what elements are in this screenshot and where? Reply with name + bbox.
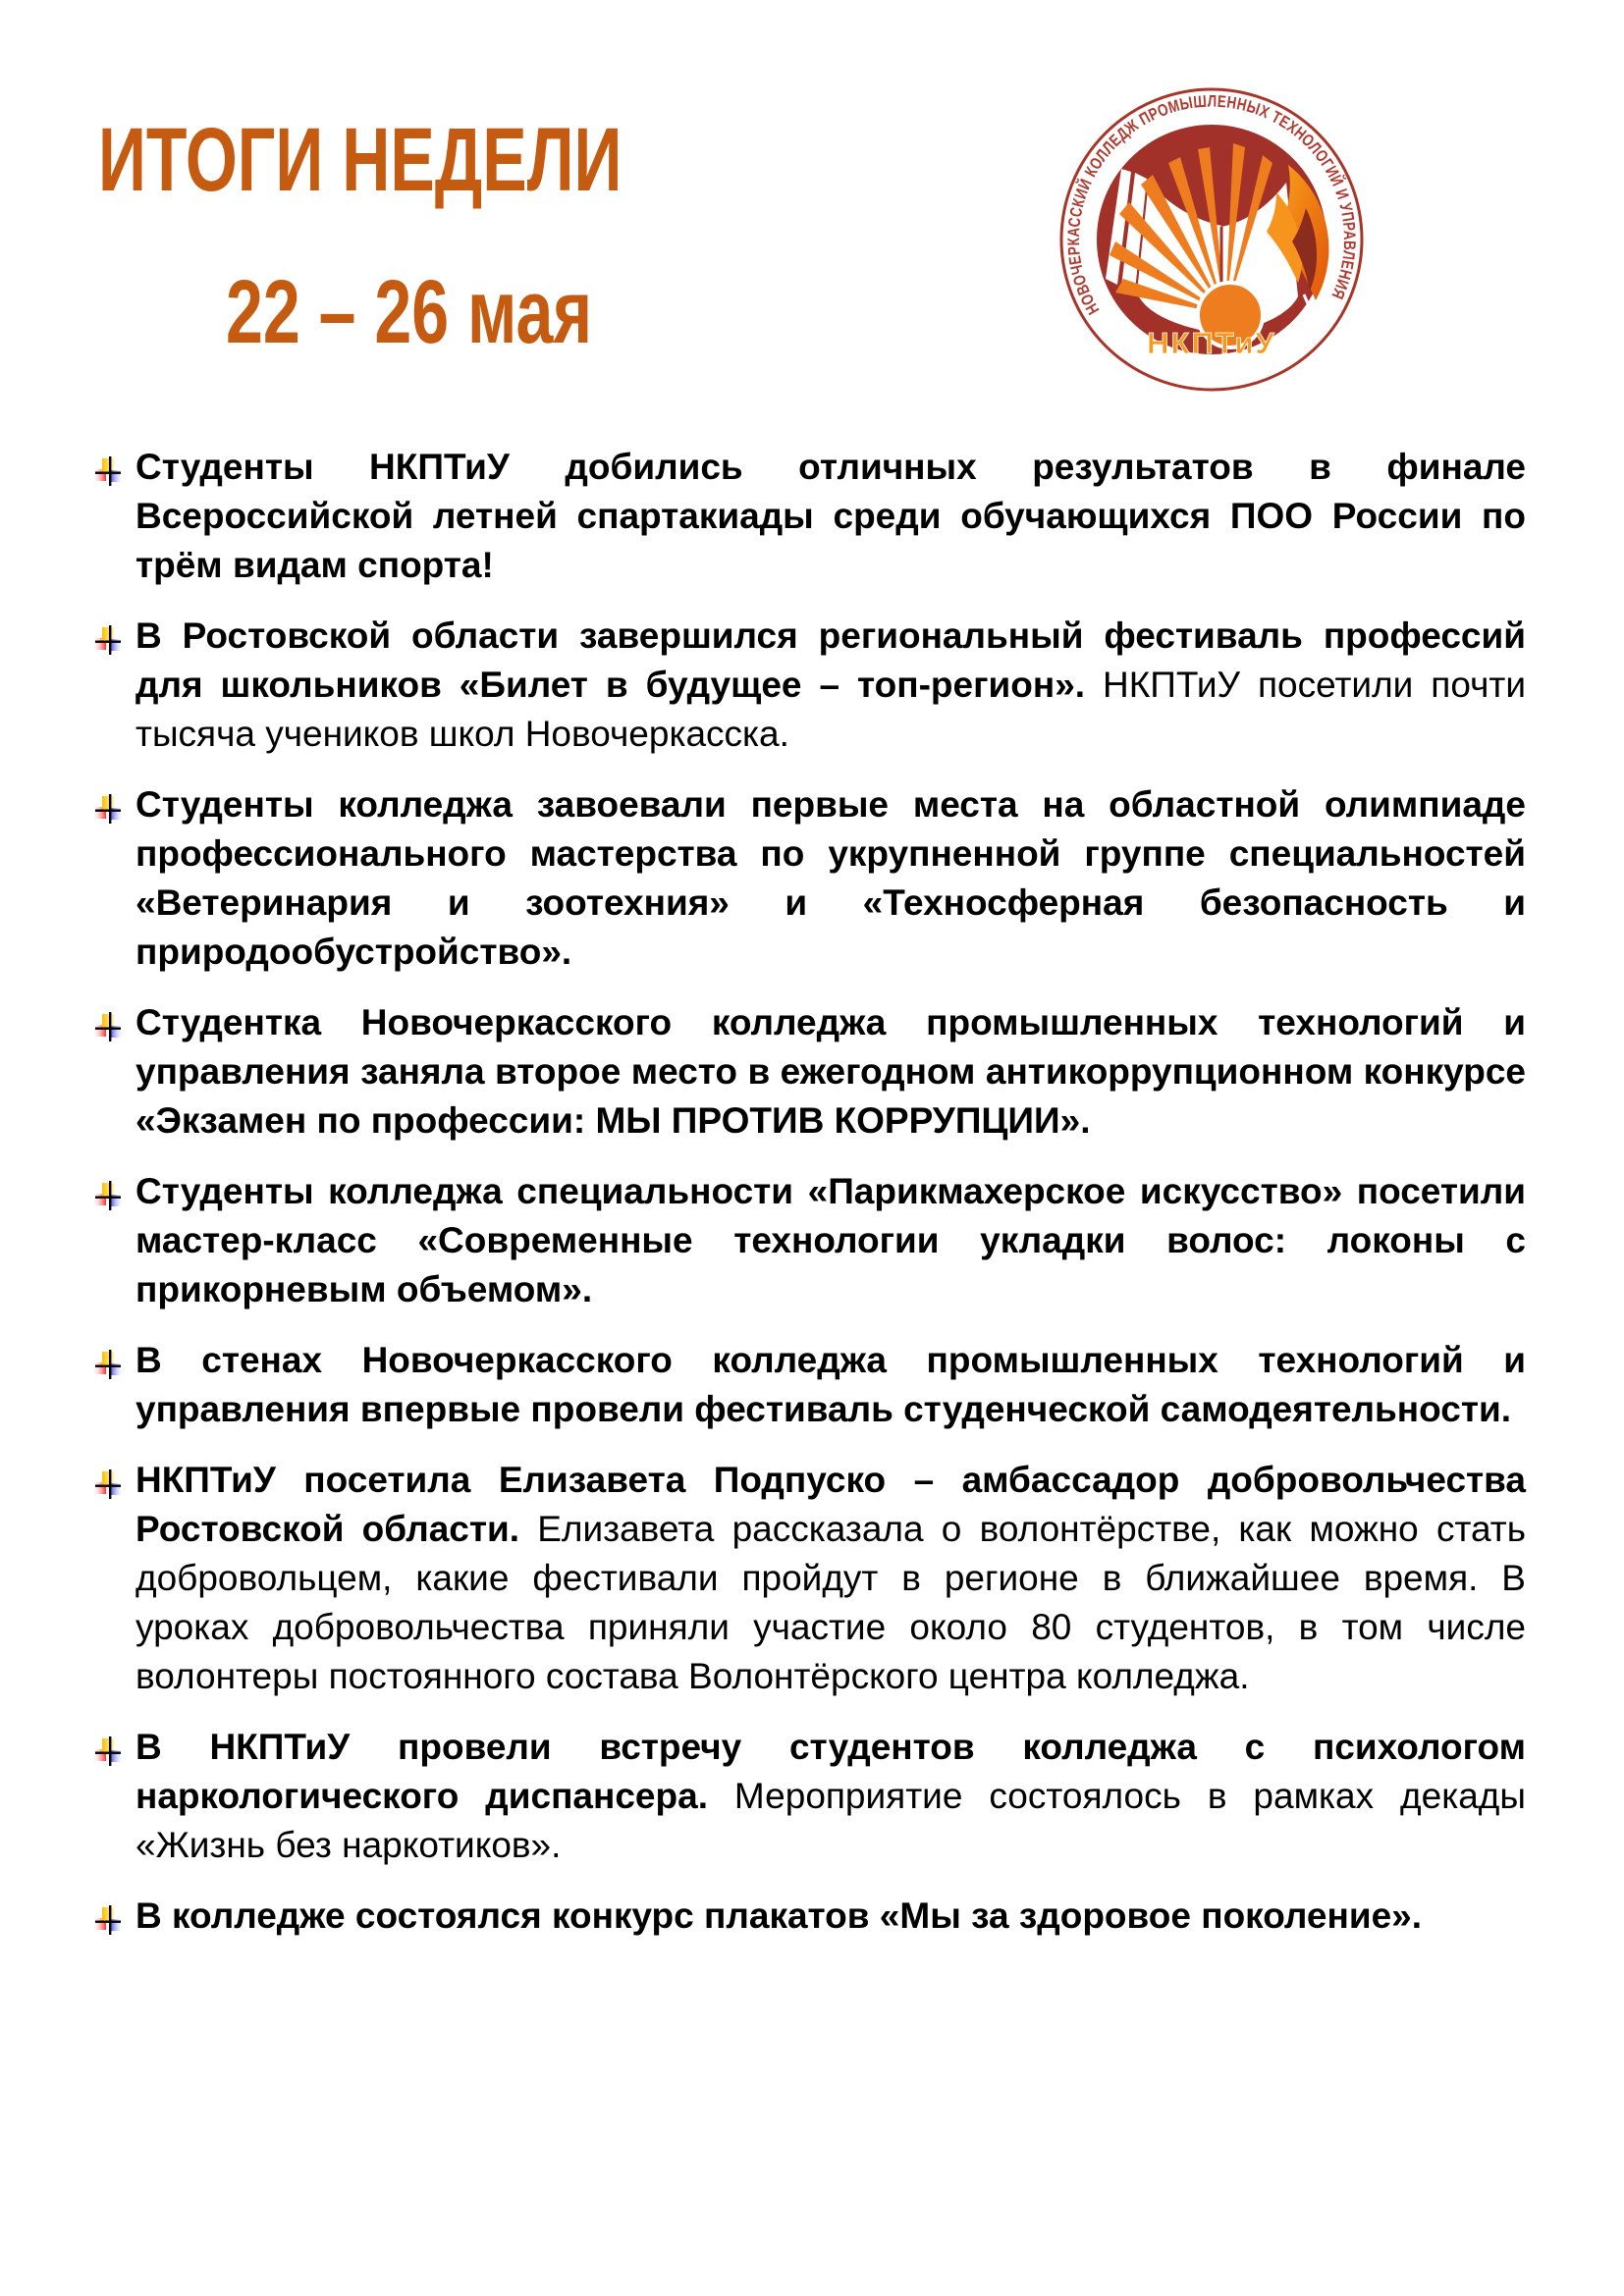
item-text-regular: Елизавета рассказала о волонтёрстве, как можно стать добровольцем, какие фестивали пройдут в регионе в ближайшее время. В уроках добровольчества приняли участие около 80 студентов, в том числе волонтеры постоянного состава Волонтёрского центра колледжа. [135,1509,1526,1697]
item-text-bold: Студенты колледжа специальности «Парикмахерское искусство» посетили мастер-класс «Современные технологии укладки волос: локоны с прикорневым объемом». [135,1171,1526,1310]
news-item [98,443,1526,590]
college-logo-svg [1058,86,1365,393]
bullet-icon [94,1900,122,1932]
bullet-icon [94,452,122,483]
college-logo [1058,86,1365,393]
bullet-icon [94,620,122,652]
bullet-icon [94,1007,122,1039]
page-subtitle: 22 – 26 мая [226,261,593,362]
bullet-icon [94,1465,122,1496]
bullet-icon [94,1732,122,1763]
news-item [98,780,1526,977]
news-item [98,612,1526,759]
bullet-icon [94,789,122,821]
item-text-bold: НКПТиУ посетила Елизавета Подпуско – амбассадор добровольчества Ростовской области. [135,1460,1526,1550]
item-text-bold: Студенты НКПТиУ добились отличных результатов в финале Всероссийской летней спартакиады среди обучающихся ПОО России по трём видам спорта! [135,447,1526,586]
bullet-icon [94,1345,122,1376]
item-text-bold: В НКПТиУ провели встречу студентов колледжа с психологом наркологического диспансера. [135,1727,1526,1817]
item-text-bold: В колледже состоялся конкурс плакатов «Мы за здоровое поколение». [135,1896,1423,1937]
logo-acronym: НКПТиУ [1147,326,1276,360]
news-item [98,1336,1526,1434]
news-item [98,1723,1526,1870]
news-item [98,998,1526,1146]
header [0,0,1624,362]
item-text-bold: Студентка Новочеркасского колледжа промышленных технологий и управления заняла второе место в ежегодном антикоррупционном конкурсе «Экзамен по профессии: МЫ ПРОТИВ КОРРУПЦИИ». [135,1002,1526,1142]
news-item [98,1892,1526,1941]
item-text-bold: Студенты колледжа завоевали первые места на областной олимпиаде профессионального мастерства по укрупненной группе специальностей «Ветеринария и зоотехния» и «Техносферная безопасность и природообустройство». [135,784,1526,973]
item-text-regular: Мероприятие состоялось в рамках декады «Жизнь без наркотиков». [135,1776,1526,1866]
news-list [98,443,1526,1941]
page-title: ИТОГИ НЕДЕЛИ [98,110,623,210]
news-item [98,1456,1526,1701]
logo-ring-text: НОВОЧЕРКАССКИЙ КОЛЛЕДЖ ПРОМЫШЛЕННЫХ ТЕХНОЛОГИЙ И УПРАВЛЕНИЯ [1063,91,1360,318]
item-text-regular: НКПТиУ посетили почти тысяча учеников школ Новочеркасска. [135,665,1526,755]
bullet-icon [94,1176,122,1207]
content [0,443,1624,1941]
news-item [98,1167,1526,1314]
item-text-bold: В Ростовской области завершился региональный фестиваль профессий для школьников «Билет в будущее – топ-регион». [135,615,1526,706]
item-text-bold: В стенах Новочеркасского колледжа промышленных технологий и управления впервые провели фестиваль студенческой самодеятельности. [135,1340,1526,1430]
